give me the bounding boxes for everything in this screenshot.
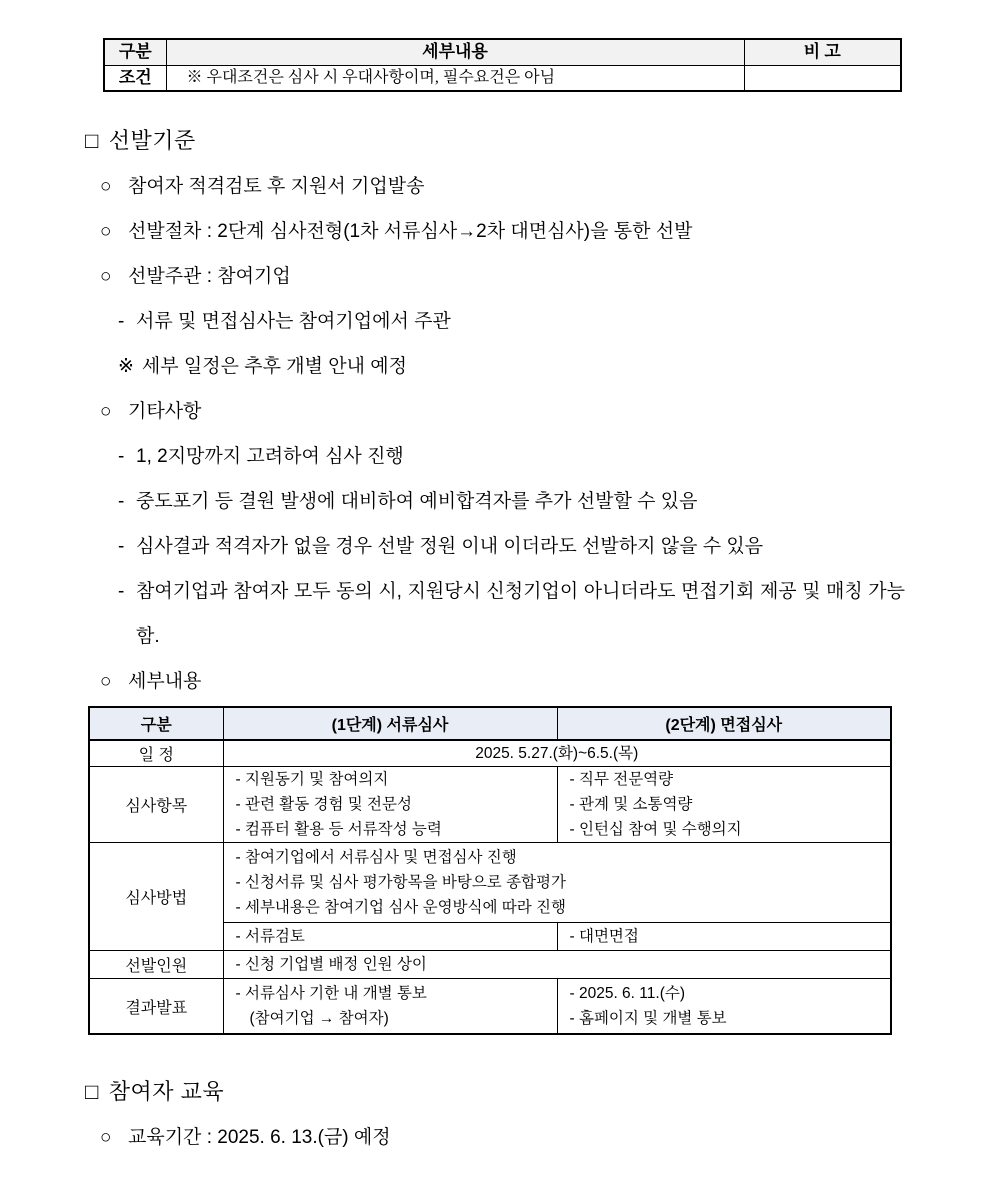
section-title-education bbox=[85, 1069, 905, 1115]
conditions-header-category: 구분 bbox=[104, 39, 166, 65]
section-title-selection bbox=[85, 118, 905, 164]
list-item-text: 교육기간 : 2025. 6. 13.(금) 예정 bbox=[128, 1127, 391, 1148]
row-label-schedule: 일 정 bbox=[89, 740, 223, 767]
square-bullet-icon: □ bbox=[85, 128, 99, 153]
cell-line: - 서류심사 기한 내 개별 통보 bbox=[235, 985, 427, 1002]
results-stage1-cell bbox=[223, 979, 557, 1035]
list-item-text: 참여자 적격검토 후 지원서 기업발송 bbox=[128, 176, 425, 197]
circle-bullet-icon: ○ bbox=[100, 401, 112, 422]
dash-bullet-icon: - bbox=[118, 581, 125, 602]
circle-bullet-icon: ○ bbox=[100, 176, 112, 197]
list-item bbox=[85, 344, 905, 389]
dash-bullet-icon: - bbox=[118, 311, 125, 332]
detail-table-header-row bbox=[89, 707, 891, 740]
table-row-criteria bbox=[89, 767, 891, 843]
list-item bbox=[85, 209, 905, 254]
criteria-stage1-cell bbox=[223, 767, 557, 843]
detail-header-stage2: (2단계) 면접심사 bbox=[557, 707, 891, 740]
list-item-text: 선발주관 : 참여기업 bbox=[128, 266, 291, 287]
cell-line: - 컴퓨터 활용 등 서류작성 능력 bbox=[235, 821, 442, 838]
list-item bbox=[85, 254, 905, 299]
selection-section bbox=[85, 118, 905, 704]
cell-line: - 홈페이지 및 개별 통보 bbox=[569, 1010, 727, 1027]
list-item bbox=[85, 479, 905, 524]
list-item-text: 1, 2지망까지 고려하여 심사 진행 bbox=[136, 446, 404, 467]
results-stage2-cell bbox=[557, 979, 891, 1035]
conditions-table bbox=[103, 38, 902, 92]
list-item-text: 기타사항 bbox=[128, 401, 202, 422]
list-item bbox=[85, 389, 905, 434]
conditions-table-header-row bbox=[104, 39, 901, 65]
list-item-text: 중도포기 등 결원 발생에 대비하여 예비합격자를 추가 선발할 수 있음 bbox=[136, 491, 698, 512]
list-item-text: 심사결과 적격자가 없을 경우 선발 정원 이내 이더라도 선발하지 않을 수 있음 bbox=[136, 536, 764, 557]
circle-bullet-icon: ○ bbox=[100, 266, 112, 287]
criteria-stage2-cell bbox=[557, 767, 891, 843]
detail-header-category: 구분 bbox=[89, 707, 223, 740]
cell-line: - 지원동기 및 참여의지 bbox=[235, 771, 389, 788]
cell-line: - 세부내용은 참여기업 심사 운영방식에 따라 진행 bbox=[235, 899, 566, 916]
row-label-headcount: 선발인원 bbox=[89, 951, 223, 979]
row-label-method: 심사방법 bbox=[89, 843, 223, 951]
method-stage1-cell: - 서류검토 bbox=[223, 923, 557, 951]
table-row-schedule bbox=[89, 740, 891, 767]
list-item-text: 선발절차 : 2단계 심사전형(1차 서류심사→2차 대면심사)을 통한 선발 bbox=[128, 221, 693, 242]
table-row-method bbox=[89, 843, 891, 923]
row-label-criteria: 심사항목 bbox=[89, 767, 223, 843]
headcount-value-cell: - 신청 기업별 배정 인원 상이 bbox=[223, 951, 891, 979]
table-row-results bbox=[89, 979, 891, 1035]
condition-detail-cell: ※ 우대조건은 심사 시 우대사항이며, 필수요건은 아님 bbox=[166, 65, 744, 91]
page-section-heading: 선발기준 bbox=[108, 128, 196, 153]
list-item-text: 참여기업과 참여자 모두 동의 시, 지원당시 신청기업이 아니더라도 면접기회 제공 및 매칭 가능함. bbox=[136, 581, 905, 647]
schedule-value-cell: 2025. 5.27.(화)~6.5.(목) bbox=[223, 740, 891, 767]
cell-line: - 신청서류 및 심사 평가항목을 바탕으로 종합평가 bbox=[235, 874, 566, 891]
row-label-results: 결과발표 bbox=[89, 979, 223, 1035]
dash-bullet-icon: - bbox=[118, 536, 125, 557]
circle-bullet-icon: ○ bbox=[100, 671, 112, 692]
cell-line: - 인턴십 참여 및 수행의지 bbox=[569, 821, 742, 838]
list-item bbox=[85, 524, 905, 569]
page-section-heading: 참여자 교육 bbox=[108, 1079, 225, 1104]
detail-header-stage1: (1단계) 서류심사 bbox=[223, 707, 557, 740]
conditions-header-note: 비 고 bbox=[744, 39, 901, 65]
reference-mark-icon: ※ bbox=[118, 356, 134, 377]
screening-detail-table bbox=[88, 706, 892, 1035]
square-bullet-icon: □ bbox=[85, 1079, 99, 1104]
list-item-text: 세부내용 bbox=[128, 671, 202, 692]
education-section bbox=[85, 1069, 905, 1160]
cell-line: - 2025. 6. 11.(수) bbox=[569, 985, 685, 1002]
cell-line: - 참여기업에서 서류심사 및 면접심사 진행 bbox=[235, 849, 517, 866]
method-stage2-cell: - 대면면접 bbox=[557, 923, 891, 951]
cell-line: - 직무 전문역량 bbox=[569, 771, 674, 788]
list-item bbox=[85, 434, 905, 479]
conditions-header-detail: 세부내용 bbox=[166, 39, 744, 65]
method-common-cell bbox=[223, 843, 891, 923]
condition-note-cell bbox=[744, 65, 901, 91]
table-row bbox=[104, 65, 901, 91]
cell-line: - 관련 활동 경험 및 전문성 bbox=[235, 796, 412, 813]
list-item-text: 서류 및 면접심사는 참여기업에서 주관 bbox=[136, 311, 451, 332]
list-item bbox=[85, 569, 905, 659]
list-item bbox=[85, 299, 905, 344]
table-row-headcount bbox=[89, 951, 891, 979]
list-item bbox=[85, 164, 905, 209]
dash-bullet-icon: - bbox=[118, 491, 125, 512]
circle-bullet-icon: ○ bbox=[100, 1127, 112, 1148]
cell-line: (참여기업 → 참여자) bbox=[249, 1010, 389, 1027]
dash-bullet-icon: - bbox=[118, 446, 125, 467]
circle-bullet-icon: ○ bbox=[100, 221, 112, 242]
list-item bbox=[85, 1115, 905, 1160]
list-item bbox=[85, 659, 905, 704]
cell-line: - 관계 및 소통역량 bbox=[569, 796, 693, 813]
condition-category-cell: 조건 bbox=[104, 65, 166, 91]
list-item-text: 세부 일정은 추후 개별 안내 예정 bbox=[141, 356, 407, 377]
